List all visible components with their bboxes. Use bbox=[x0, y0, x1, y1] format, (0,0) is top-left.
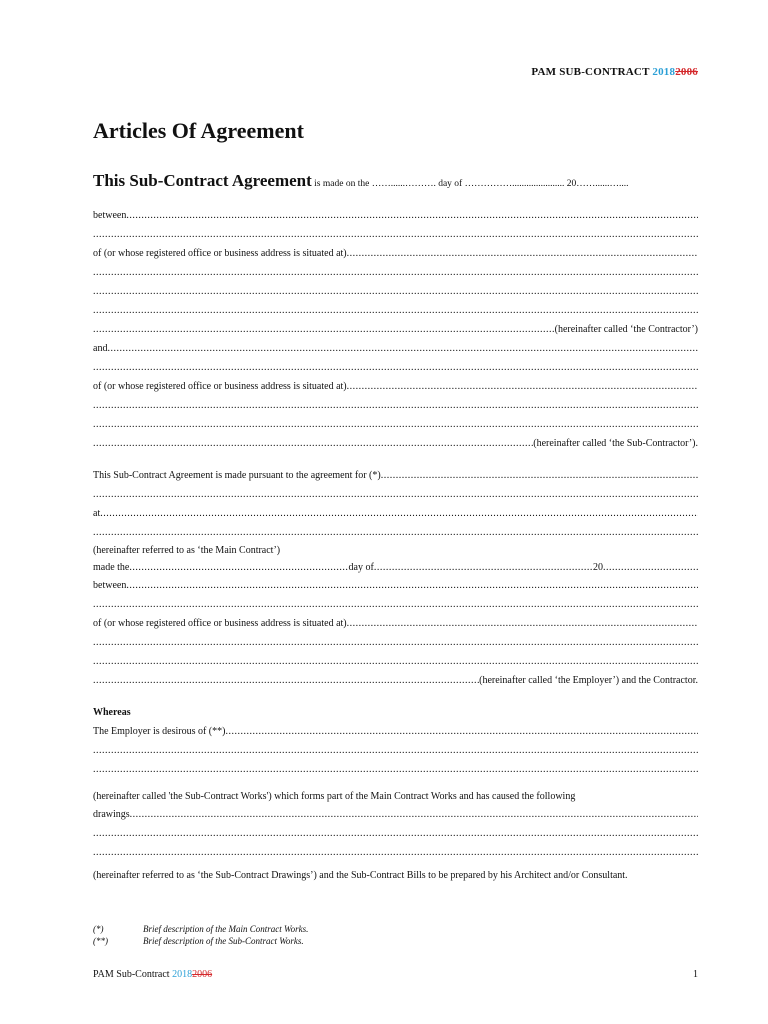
blank-field bbox=[130, 805, 698, 824]
blank-field bbox=[347, 377, 698, 396]
fill-line bbox=[93, 741, 698, 760]
employer-label: (hereinafter called ‘the Employer’) and the Contractor. bbox=[479, 675, 698, 686]
blank-field bbox=[93, 595, 698, 614]
intro-made-on: is made on the bbox=[311, 179, 372, 189]
fill-line bbox=[93, 805, 698, 824]
blank-field bbox=[225, 722, 698, 741]
fill-line bbox=[93, 576, 698, 595]
header-year-old: 2006 bbox=[675, 66, 698, 78]
intro-day-of: day of bbox=[435, 179, 465, 189]
registered-office-label: of (or whose registered office or business address is situated at) bbox=[93, 381, 347, 392]
main-contract-label: (hereinafter referred to as ‘the Main Contract’) bbox=[93, 545, 281, 556]
year-prefix-label: 20 bbox=[593, 562, 603, 573]
day-of-label: day of bbox=[348, 562, 374, 573]
and-label: and bbox=[93, 343, 108, 354]
blank-field bbox=[374, 559, 593, 576]
blank-field bbox=[93, 396, 698, 415]
fill-line bbox=[93, 301, 698, 320]
blank-field bbox=[93, 225, 698, 244]
intro-bold-text: This Sub-Contract Agreement bbox=[93, 171, 312, 190]
blank-field bbox=[347, 614, 698, 633]
fill-line bbox=[93, 466, 698, 485]
footer-label: PAM Sub-Contract bbox=[93, 969, 173, 980]
between-label: between bbox=[93, 580, 127, 591]
footer-label-group bbox=[93, 969, 212, 980]
blank-field bbox=[100, 504, 698, 523]
footnote-text: Brief description of the Sub-Contract Works. bbox=[143, 936, 304, 946]
fill-line bbox=[93, 760, 698, 779]
fill-line bbox=[93, 396, 698, 415]
text-line bbox=[93, 542, 698, 559]
fill-line bbox=[93, 339, 698, 358]
fill-line bbox=[93, 263, 698, 282]
fill-line bbox=[93, 434, 698, 453]
blank-field bbox=[603, 559, 698, 576]
fill-line bbox=[93, 282, 698, 301]
drawings-label: drawings bbox=[93, 809, 130, 820]
fill-line bbox=[93, 824, 698, 843]
footnote bbox=[93, 935, 308, 947]
intro-year-prefix: 20 bbox=[564, 179, 577, 189]
blank-field bbox=[93, 741, 698, 760]
blank-field bbox=[93, 652, 698, 671]
footnote-mark: (*) bbox=[93, 924, 104, 934]
blank-field bbox=[93, 358, 698, 377]
blank-field bbox=[107, 339, 698, 358]
fill-line bbox=[93, 504, 698, 523]
page-header bbox=[531, 66, 698, 78]
blank-field bbox=[93, 843, 698, 862]
blank-field: ……......………. bbox=[371, 179, 436, 189]
pursuant-label: This Sub-Contract Agreement is made pursuant to the agreement for (*) bbox=[93, 470, 381, 481]
works-paragraph: (hereinafter called 'the Sub-Contract Works') which forms part of the Main Contract Works and has caused the following bbox=[93, 791, 576, 802]
blank-field bbox=[93, 485, 698, 504]
drawings-paragraph: (hereinafter referred to as ‘the Sub-Contract Drawings’) and the Sub-Contract Bills to be prepared by his Architect and/or Consultant. bbox=[93, 870, 628, 881]
fill-line bbox=[93, 652, 698, 671]
footnotes bbox=[93, 923, 308, 947]
registered-office-label: of (or whose registered office or business address is situated at) bbox=[93, 618, 347, 629]
fill-line bbox=[93, 206, 698, 225]
fill-line bbox=[93, 320, 698, 339]
footnote-mark: (**) bbox=[93, 936, 108, 946]
between-label: between bbox=[93, 210, 127, 221]
fill-line bbox=[93, 671, 698, 690]
blank-field bbox=[129, 559, 348, 576]
blank-field bbox=[93, 263, 698, 282]
blank-field bbox=[93, 671, 479, 690]
footnote bbox=[93, 923, 308, 935]
blank-field bbox=[93, 523, 698, 542]
whereas-heading bbox=[93, 703, 698, 722]
blank-field bbox=[93, 760, 698, 779]
header-year-new: 2018 bbox=[652, 66, 676, 78]
subcontractor-label: (hereinafter called ‘the Sub-Contractor’). bbox=[533, 438, 698, 449]
fill-line bbox=[93, 358, 698, 377]
blank-field bbox=[381, 466, 698, 485]
blank-field: ……......….... bbox=[576, 179, 629, 189]
page-title: Articles Of Agreement bbox=[93, 118, 304, 143]
blank-field bbox=[93, 633, 698, 652]
page-number: 1 bbox=[693, 969, 698, 980]
blank-field: ……………...................... bbox=[464, 179, 565, 189]
made-the-label: made the bbox=[93, 562, 130, 573]
fill-line bbox=[93, 559, 698, 576]
page-footer bbox=[93, 969, 698, 980]
fill-line bbox=[93, 244, 698, 263]
at-label: at bbox=[93, 508, 101, 519]
fill-line bbox=[93, 633, 698, 652]
blank-field bbox=[93, 415, 698, 434]
fill-line bbox=[93, 485, 698, 504]
contractor-label: (hereinafter called ‘the Contractor’) bbox=[554, 324, 698, 335]
fill-line bbox=[93, 722, 698, 741]
fill-line bbox=[93, 377, 698, 396]
agreement-body bbox=[93, 206, 698, 884]
blank-field bbox=[93, 282, 698, 301]
fill-line bbox=[93, 415, 698, 434]
header-label: PAM SUB-CONTRACT bbox=[531, 66, 653, 78]
fill-line bbox=[93, 614, 698, 633]
blank-field bbox=[93, 434, 533, 453]
agreement-intro bbox=[93, 171, 698, 191]
employer-desirous-label: The Employer is desirous of (**) bbox=[93, 726, 226, 737]
whereas-label: Whereas bbox=[93, 707, 131, 718]
fill-line bbox=[93, 595, 698, 614]
blank-field bbox=[126, 206, 698, 225]
blank-field bbox=[93, 824, 698, 843]
fill-line bbox=[93, 843, 698, 862]
blank-field bbox=[347, 244, 698, 263]
footer-year-old: 2006 bbox=[192, 969, 213, 980]
registered-office-label: of (or whose registered office or business address is situated at) bbox=[93, 248, 347, 259]
blank-field bbox=[93, 320, 555, 339]
blank-field bbox=[126, 576, 698, 595]
footnote-text: Brief description of the Main Contract Works. bbox=[143, 924, 309, 934]
fill-line bbox=[93, 225, 698, 244]
footer-year-new: 2018 bbox=[172, 969, 193, 980]
blank-field bbox=[93, 301, 698, 320]
fill-line bbox=[93, 523, 698, 542]
